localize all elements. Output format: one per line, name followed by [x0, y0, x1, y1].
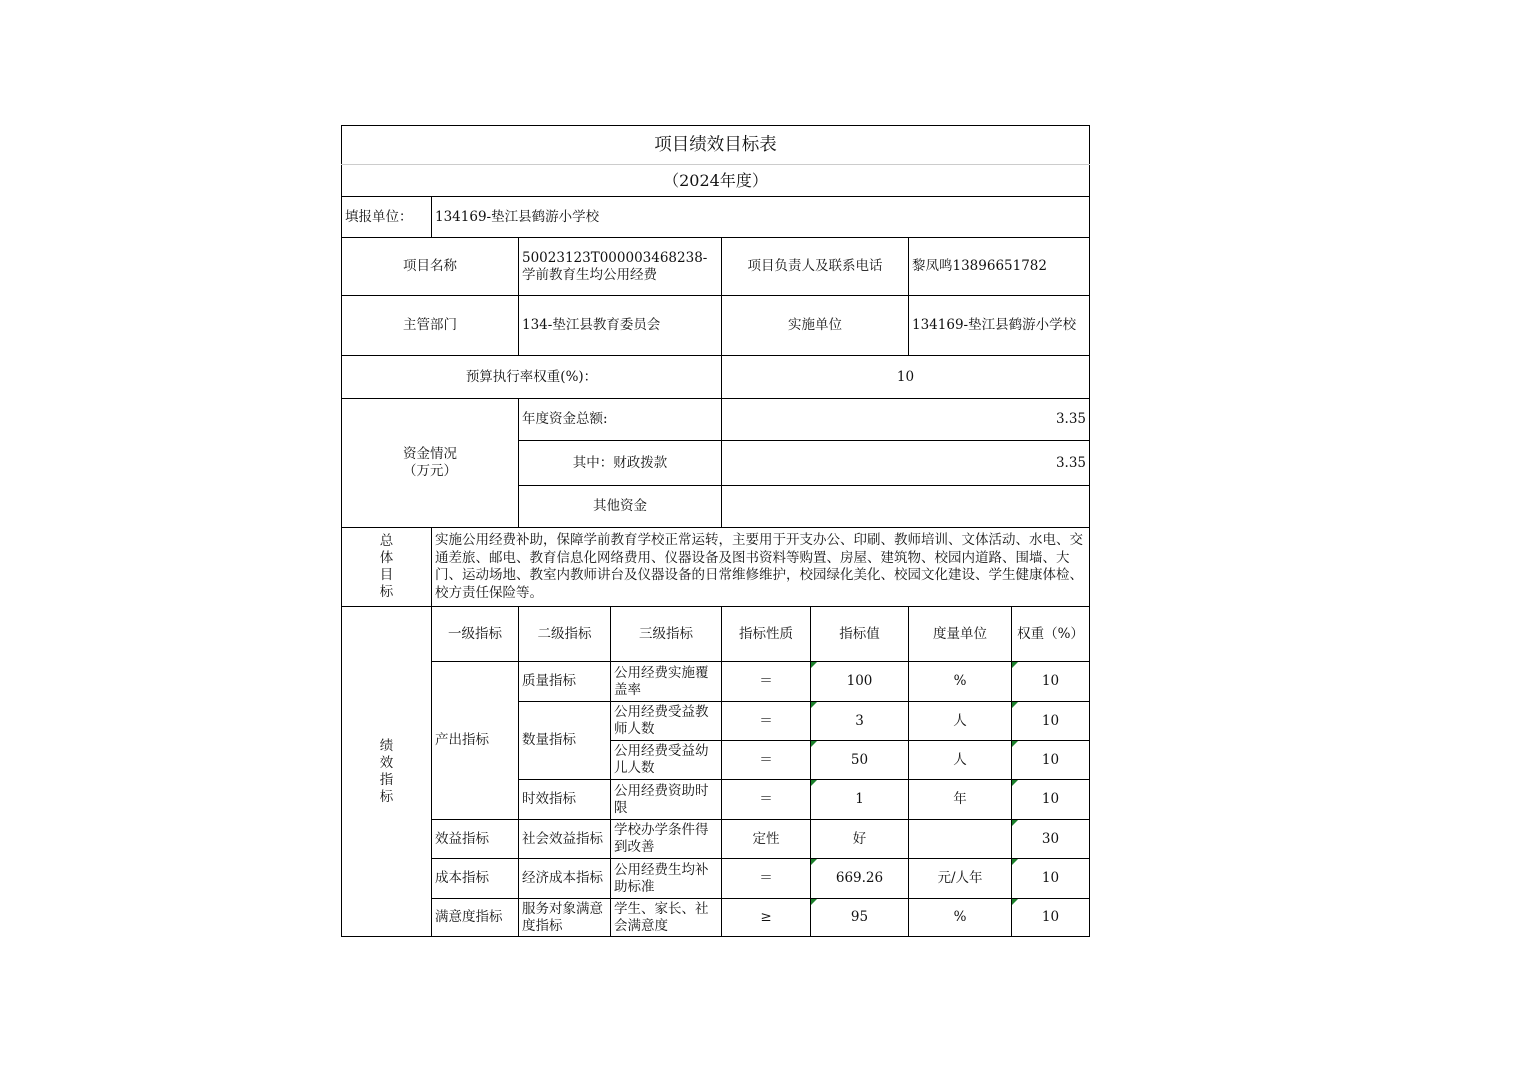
indicator-level3: 公用经费受益幼儿人数 — [611, 741, 722, 780]
header-level3: 三级指标 — [611, 607, 722, 662]
project-name-label: 项目名称 — [342, 238, 519, 296]
unit-value: 134169-垫江县鹤游小学校 — [432, 197, 1090, 238]
page-subtitle: （2024年度） — [342, 165, 1090, 197]
impl-label: 实施单位 — [722, 296, 909, 356]
indicator-level3: 学生、家长、社会满意度 — [611, 899, 722, 937]
performance-target-table — [341, 125, 1090, 937]
funds-label-line2: （万元） — [403, 463, 457, 479]
indicator-nature: 定性 — [722, 820, 811, 859]
indicator-value: 1 — [811, 780, 909, 820]
header-level2: 二级指标 — [519, 607, 611, 662]
indicator-unit: % — [909, 899, 1012, 937]
project-name-value: 50023123T000003468238-学前教育生均公用经费 — [519, 238, 722, 296]
indicator-level2: 时效指标 — [519, 780, 611, 820]
total-funds-value: 3.35 — [722, 399, 1090, 441]
indicator-level2: 服务对象满意度指标 — [519, 899, 611, 937]
indicator-level3: 学校办学条件得到改善 — [611, 820, 722, 859]
leader-label: 项目负责人及联系电话 — [722, 238, 909, 296]
impl-value: 134169-垫江县鹤游小学校 — [909, 296, 1090, 356]
goal-label: 总 体 目 标 — [342, 528, 432, 607]
indicator-level3: 公用经费生均补助标准 — [611, 859, 722, 899]
indicator-level1: 成本指标 — [432, 859, 519, 899]
unit-label: 填报单位： — [342, 197, 432, 238]
indicator-weight: 10 — [1012, 899, 1090, 937]
indicator-value: 669.26 — [811, 859, 909, 899]
indicator-weight: 10 — [1012, 662, 1090, 702]
indicator-unit: 年 — [909, 780, 1012, 820]
indicator-level2: 质量指标 — [519, 662, 611, 702]
indicator-weight: 30 — [1012, 820, 1090, 859]
budget-rate-label: 预算执行率权重(%)： — [342, 356, 722, 399]
leader-value: 黎凤鸣13896651782 — [909, 238, 1090, 296]
indicator-level3: 公用经费受益教师人数 — [611, 702, 722, 741]
table-row — [342, 859, 1090, 899]
indicator-unit — [909, 820, 1012, 859]
indicator-nature: ≥ — [722, 899, 811, 937]
indicator-unit: 人 — [909, 741, 1012, 780]
indicator-nature: ＝ — [722, 780, 811, 820]
indicator-level3: 公用经费资助时限 — [611, 780, 722, 820]
indicator-level1: 效益指标 — [432, 820, 519, 859]
funds-label-line1: 资金情况 — [403, 446, 457, 462]
indicator-weight: 10 — [1012, 859, 1090, 899]
table-row — [342, 899, 1090, 937]
indicator-level3: 公用经费实施覆盖率 — [611, 662, 722, 702]
indicator-level1: 满意度指标 — [432, 899, 519, 937]
indicator-level2: 数量指标 — [519, 702, 611, 780]
indicator-nature: ＝ — [722, 702, 811, 741]
indicator-nature: ＝ — [722, 859, 811, 899]
indicator-weight: 10 — [1012, 702, 1090, 741]
indicator-value: 100 — [811, 662, 909, 702]
header-nature: 指标性质 — [722, 607, 811, 662]
page-title: 项目绩效目标表 — [342, 126, 1090, 165]
fiscal-label: 其中：财政拨款 — [519, 441, 722, 486]
total-funds-label: 年度资金总额: — [519, 399, 722, 441]
indicator-value: 95 — [811, 899, 909, 937]
perf-label: 绩 效 指 标 — [342, 607, 432, 937]
indicator-unit: 人 — [909, 702, 1012, 741]
goal-text: 实施公用经费补助，保障学前教育学校正常运转，主要用于开支办公、印刷、教师培训、文体活动、水电、交通差旅、邮电、教育信息化网络费用、仪器设备及图书资料等购置、房屋、建筑物、校园内道路、围墙、大门、运动场地、教室内教师讲台及仪器设备的日常维修维护，校园绿化美化、校园文化建设、学生健康体检、校方责任保险等。 — [432, 528, 1090, 607]
header-unit: 度量单位 — [909, 607, 1012, 662]
header-value: 指标值 — [811, 607, 909, 662]
indicator-unit: % — [909, 662, 1012, 702]
dept-value: 134-垫江县教育委员会 — [519, 296, 722, 356]
dept-label: 主管部门 — [342, 296, 519, 356]
budget-rate-value: 10 — [722, 356, 1090, 399]
other-funds-label: 其他资金 — [519, 486, 722, 528]
indicator-level2: 经济成本指标 — [519, 859, 611, 899]
table-row — [342, 820, 1090, 859]
indicator-value: 50 — [811, 741, 909, 780]
indicator-level1: 产出指标 — [432, 662, 519, 820]
table-row — [342, 662, 1090, 702]
indicator-weight: 10 — [1012, 780, 1090, 820]
header-level1: 一级指标 — [432, 607, 519, 662]
header-weight: 权重（%） — [1012, 607, 1090, 662]
indicator-level2: 社会效益指标 — [519, 820, 611, 859]
funds-label — [342, 399, 519, 528]
indicator-value: 3 — [811, 702, 909, 741]
other-funds-value — [722, 486, 1090, 528]
indicator-value: 好 — [811, 820, 909, 859]
indicator-unit: 元/人年 — [909, 859, 1012, 899]
indicator-nature: ＝ — [722, 741, 811, 780]
fiscal-value: 3.35 — [722, 441, 1090, 486]
indicator-weight: 10 — [1012, 741, 1090, 780]
indicator-nature: ＝ — [722, 662, 811, 702]
